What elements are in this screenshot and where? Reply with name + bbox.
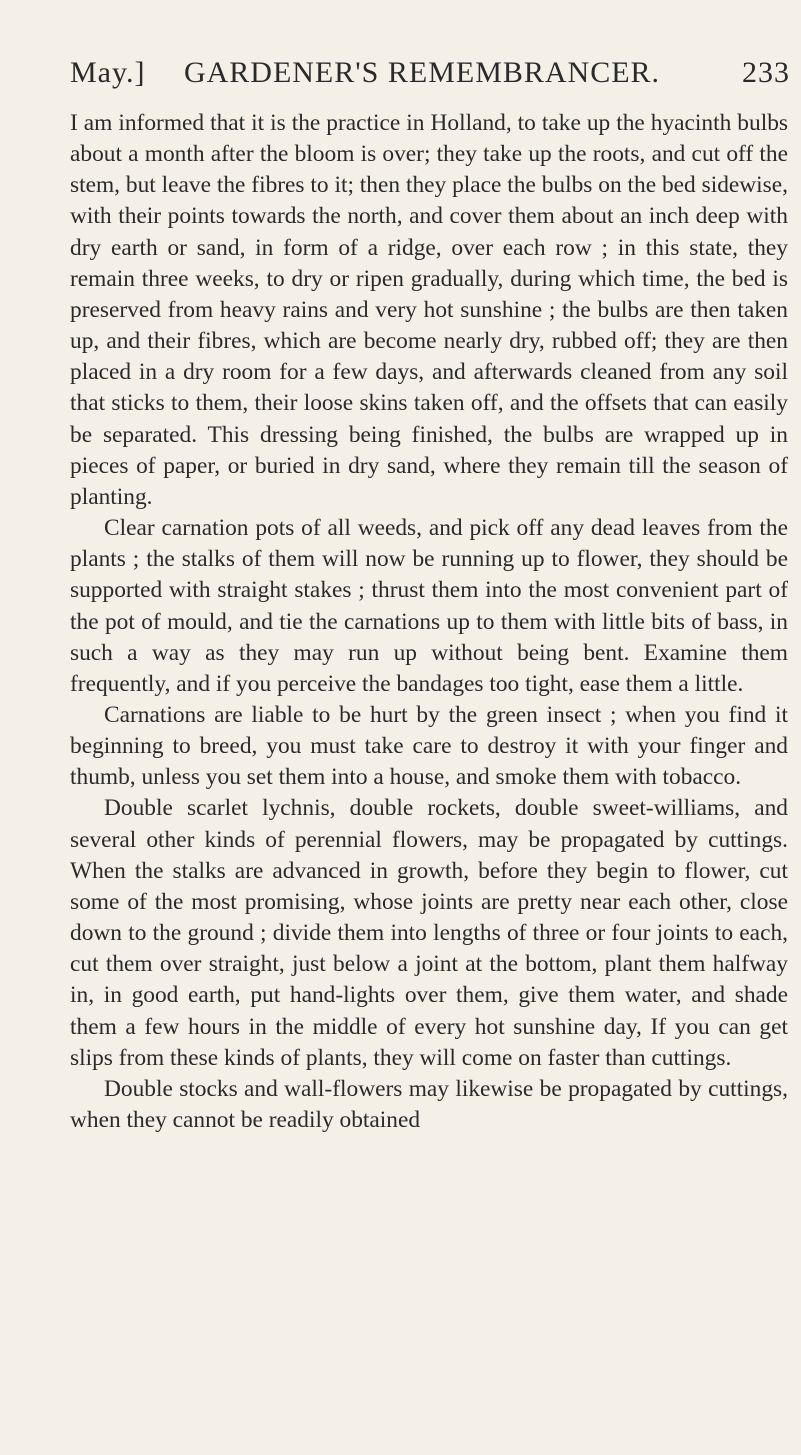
running-header — [70, 58, 790, 98]
paragraph-perennial-cuttings: Double scarlet lychnis, double rockets, double sweet-williams, and several other kinds of perennial flowers, may be propagated by cuttings. When the stalks are advanced in growth, before they begin to flower, cut some of the most promising, whose joints are pretty near each other, close down to the ground ; divide them into lengths of three or four joints to each, cut them over straight, just below a joint at the bottom, plant them halfway in, in good earth, put hand-lights over them, give them water, and shade them a few hours in the middle of every hot sunshine day, If you can get slips from these kinds of plants, they will come on faster than cuttings. — [70, 795, 788, 1071]
header-month: May.] — [70, 56, 146, 89]
page-number: 233 — [742, 56, 790, 89]
paragraph-hyacinth-bulbs: I am informed that it is the practice in Holland, to take up the hyacinth bulbs about a month after the bloom is over; they take up the roots, and cut off the stem, but leave the fibres to it; then they place the bulbs on the bed sidewise, with their points towards the north, and cover them about an inch deep with dry earth or sand, in form of a ridge, over each row ; in this state, they remain three weeks, to dry or ripen gradually, during which time, the bed is preserved from heavy rains and very hot sunshine ; the bulbs are then taken up, and their fibres, which are become nearly dry, rubbed off; they are then placed in a dry room for a few days, and afterwards cleaned from any soil that sticks to them, their loose skins taken off, and the offsets that can easily be separated. This dressing being finished, the bulbs are wrapped up in pieces of paper, or buried in dry sand, where they remain till the season of planting. — [70, 110, 788, 510]
page-body — [70, 108, 788, 1136]
paragraph-carnation-pots: Clear carnation pots of all weeds, and pick off any dead leaves from the plants ; the stalks of them will now be running up to flower, they should be supported with straight stakes ; thrust them into the most convenient part of the pot of mould, and tie the carnations up to them with little bits of bass, in such a way as they may run up without being bent. Examine them frequently, and if you perceive the bandages too tight, ease them a little. — [70, 515, 788, 697]
paragraph-stocks-wallflowers: Double stocks and wall-flowers may likewise be propagated by cuttings, when they cannot be readily obtained — [70, 1075, 788, 1133]
header-title: GARDENER'S REMEMBRANCER. — [183, 56, 661, 89]
paragraph-green-insect: Carnations are liable to be hurt by the green insect ; when you find it beginning to breed, you must take care to destroy it with your finger and thumb, unless you set them into a house, and smoke them with tobacco. — [70, 701, 788, 791]
